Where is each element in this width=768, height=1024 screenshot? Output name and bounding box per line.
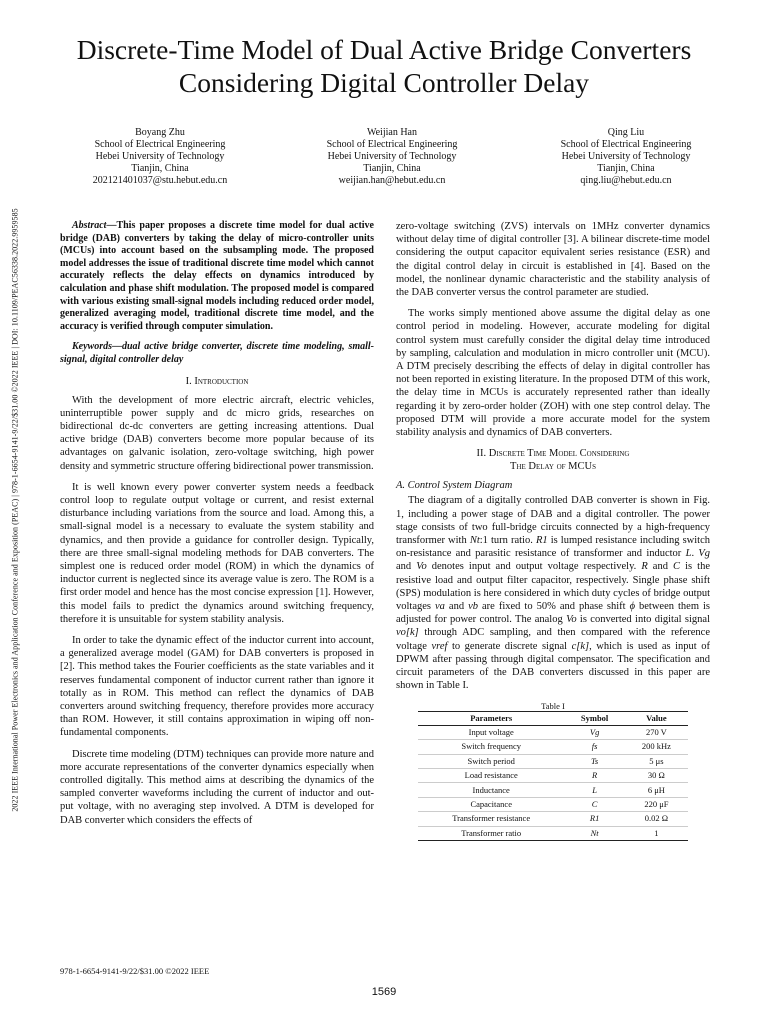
symbol: C <box>673 561 681 573</box>
text-run: are fixed to 50% and phase shift <box>478 601 630 613</box>
table-cell: L <box>592 784 597 795</box>
section-heading-dtm <box>396 447 710 473</box>
text-run: through ADC sampling, and then compared with the reference voltage <box>396 627 710 652</box>
text-run: , which is used as input of DPWM after passing through digital compensator. The specification and circuit parameters of the DAB converters discussed in this paper are shown in Table I. <box>396 640 711 692</box>
author-dept: School of Electrical Engineering <box>326 139 458 150</box>
author-name: Weijian Han <box>366 127 417 138</box>
left-column <box>60 220 374 827</box>
symbol: vref <box>431 640 448 652</box>
author-city: Tianjin, China <box>597 163 655 174</box>
text-run: is lumped resistance including switch on-resistance and parasitic resistance of transformer and inductor <box>396 535 710 560</box>
author-univ: Hebei University of Technology <box>327 151 457 162</box>
symbol: ϕ <box>629 601 636 613</box>
table-cell: 0.02 Ω <box>644 813 669 824</box>
doi-sidebar-text: 2022 IEEE International Power Electronics and Application Conference and Exposition (PEAC) | 978-1-6654-9141-9/22/$31.00 ©2022 IEEE | DOI: 10.1109/PEAC56338.2022.9959585 <box>10 208 20 812</box>
table-cell: Switch period <box>467 755 515 766</box>
parameter-table <box>418 711 688 841</box>
table-title: Table I <box>541 700 565 711</box>
table-cell: Vg <box>589 727 600 738</box>
symbol: Vo <box>566 614 577 626</box>
table-cell: fs <box>591 741 598 752</box>
section-heading-line-2: The Delay of MCUs <box>510 461 596 473</box>
author-2 <box>272 127 512 187</box>
author-1 <box>40 127 280 187</box>
text-run: denotes input and output voltage respectively. <box>426 561 642 573</box>
right-paragraph-1: zero-voltage switching (ZVS) intervals on 1MHz converter dynamics without delay time of digital controller [3]. A bilinear discrete-time model considering the output capacitor equivalent series resistance (ESR) and the digital control delay in circuit is established in [4]. Based on the model, the nonlinear dynamic characteristic and the stability analysis of the DAB converter versus the control parameter are studied. <box>396 221 710 299</box>
table-row <box>418 812 688 826</box>
author-city: Tianjin, China <box>363 163 421 174</box>
table-row <box>418 769 688 783</box>
table-cell: 270 V <box>645 727 667 738</box>
right-paragraph-2: The works simply mentioned above assume the digital delay as one control period in modeling. However, accurate modeling for digital control system must carefully consider the digital delay time introduced by sampling, calculation and modulation in micro controller unit (MCU). A DTM precisely describing the effects of delay in digital controller has not been reported in existing literature. In the proposed DTM of this work, the delay time in MCUs is accurately represented rather than ideally regarding it by zero-order holder (ZOH) with one step control delay. The proposed DTM will provide a more accurate model for the system stability analysis and dynamics of DAB converters. <box>396 308 710 439</box>
symbol: L <box>685 548 692 560</box>
symbol: R1 <box>535 535 548 547</box>
intro-paragraph-3: In order to take the dynamic effect of the inductor current into account, a generalized average model (GAM) for DAB converters is proposed in [2]. This method takes the Fourier coefficients as the state variables and it reserves fundamental component of inductor current rather than ignore it totally as in ROM. This method can reflect the dynamics of DAB converters around switching frequency, therefore provides more accuracy than ROM. However, it still contains approximation in wiping off non-fundamental components. <box>60 634 374 739</box>
table-cell: Input voltage <box>468 727 514 738</box>
section-heading-line-1: II. Discrete Time Model Considering <box>476 448 630 460</box>
table-cell: Nt <box>590 827 599 838</box>
symbol: c[k] <box>571 640 590 652</box>
table-header: Parameters <box>418 711 564 725</box>
table-header-row <box>418 711 688 725</box>
table-cell: C <box>591 798 598 809</box>
intro-paragraph-2: It is well known every power converter system needs a feedback control loop to regulate output voltage or current, and resist external disturbance including variations from the source and load. Among this, a small-signal model is a necessary to evaluate the system stability and dynamics, and then provide a guidance for controller design. Typically, there are three small-signal modeling methods for DAB converters. The simplest one is reduced order model (ROM) in which the dynamics of inductor current is neglected since its average value is zero. The ROM is a first order model and hence has the most concise expression [1]. However, this model fails to predict the dynamics around switching frequency, therefore it is unsuitable for system stability analysis. <box>60 481 374 625</box>
subsection-heading: A. Control System Diagram <box>396 480 513 492</box>
author-name: Qing Liu <box>607 127 645 138</box>
table-row <box>418 740 688 754</box>
text-run: The diagram of a digitally controlled DAB converter is shown in Fig. 1, including a power stage of DAB and a digital controller. The power stage consists of two full-bridge circuits connected by a high-frequency transformer with <box>396 495 710 547</box>
table-cell: 5 μs <box>649 755 664 766</box>
intro-paragraph-4: Discrete time modeling (DTM) techniques can provide more nature and more accurate representations of the converter dynamics especially when controlled digitally. This method aims at describing the dynamics of the sampled converter waveforms including the current of inductor and out-put voltage, with no averaging step involved. A DTM is developed for DAB converter which considers the effects of <box>60 748 374 826</box>
table-row <box>418 797 688 811</box>
author-email: weijian.han@hebut.edu.cn <box>338 175 446 186</box>
keywords: Keywords—dual active bridge converter, discrete time modeling, small-signal, digital controller delay <box>60 341 374 365</box>
table-row <box>418 826 688 840</box>
table-cell: Transformer ratio <box>461 827 522 838</box>
author-name: Boyang Zhu <box>135 127 185 138</box>
text-run: :1 turn ratio. <box>479 535 536 547</box>
copyright-footer: 978-1-6654-9141-9/22/$31.00 ©2022 IEEE <box>60 966 210 976</box>
right-column <box>396 220 710 841</box>
text-run: is converted into digital signal <box>576 614 710 626</box>
right-paragraph-3 <box>396 494 710 692</box>
symbol: R <box>641 561 648 573</box>
table-cell: Switch frequency <box>461 741 522 752</box>
author-email: qing.liu@hebut.edu.cn <box>580 175 672 186</box>
table-header: Value <box>625 711 688 725</box>
text-run: and <box>444 601 469 613</box>
table-cell: 200 kHz <box>641 741 671 752</box>
abstract-label: Abstract <box>72 220 107 231</box>
author-univ: Hebei University of Technology <box>561 151 691 162</box>
table-row <box>418 754 688 768</box>
author-univ: Hebei University of Technology <box>95 151 225 162</box>
symbol: Nt <box>469 535 480 547</box>
table-cell: 220 μF <box>644 798 669 809</box>
abstract: Abstract—This paper proposes a discrete time model for dual active bridge (DAB) converters by taking the delay of micro-controller units (MCUs) into account based on the subsampling mode. The proposed model addresses the issue of traditional discrete time model which cannot accurately reflects the delay effects on dynamics introduced by calculation and phase shift modulation. The proposed model is compared with various existing small-signal models including reduced order model, generalized averaging model, traditional discrete time model, and the accuracy is verified through computer simulation. <box>60 220 374 332</box>
table-row <box>418 725 688 739</box>
symbol: vo[k] <box>396 627 419 639</box>
table-cell: Ts <box>590 755 599 766</box>
text-run: to generate discrete signal <box>447 640 572 652</box>
keywords-label: Keywords <box>72 341 112 353</box>
symbol: va <box>435 601 445 613</box>
table-header: Symbol <box>564 711 624 725</box>
page-number: 1569 <box>371 986 397 998</box>
keywords-text: dual active bridge converter, discrete time modeling, small-signal, digital controller delay <box>60 341 374 365</box>
table-cell: Capacitance <box>470 798 512 809</box>
table-cell: 6 μH <box>647 784 665 795</box>
table-cell: R <box>592 770 598 781</box>
intro-paragraph-1: With the development of more electric aircraft, electric vehicles, uninterruptible power supply and dc micro grids, researches on bidirectional dc-dc converters are getting increasing attentions. Dual active bridge (DAB) converters become more popular because of its advantages on galvanic isolation, zero-voltage switching, high power density and symmetric structure offering bidirectional power transmission. <box>60 394 374 472</box>
table-cell: Transformer resistance <box>452 813 531 824</box>
parameter-table-block <box>396 701 710 841</box>
doi-sidebar <box>8 150 22 870</box>
author-city: Tianjin, China <box>131 163 189 174</box>
author-3 <box>506 127 746 187</box>
symbol: vb <box>468 601 479 613</box>
abstract-text: This paper proposes a discrete time model for dual active bridge (DAB) converters by taking the delay of micro-controller units (MCUs) into account based on the subsampling mode. The proposed model addresses the issue of traditional discrete time model which cannot accurately reflects the delay effects on dynamics introduced by calculation and phase shift modulation. The proposed model is compared with various existing small-signal models including reduced order model, generalized averaging model, traditional discrete time model, and the accuracy is verified through computer simulation. <box>60 220 374 332</box>
paper-title: Discrete-Time Model of Dual Active Bridge Converters Considering Digital Controller Delay <box>76 34 692 98</box>
table-cell: Load resistance <box>464 770 518 781</box>
table-cell: 1 <box>654 827 659 838</box>
table-cell: Inductance <box>472 784 510 795</box>
text-run: . <box>691 548 699 560</box>
author-email: 202121401037@stu.hebut.edu.cn <box>92 175 228 186</box>
section-heading-introduction: I. Introduction <box>185 375 249 387</box>
author-dept: School of Electrical Engineering <box>94 139 226 150</box>
text-run: between them is adjusted for power control. The analog <box>396 601 710 626</box>
text-run: and <box>647 561 674 573</box>
table-cell: 30 Ω <box>647 770 665 781</box>
table-row <box>418 783 688 797</box>
symbol: Vo <box>416 561 427 573</box>
text-run: is the resistive load and output filter capacitor, respectively. Single phase shift (SPS) modulation is here considered in which duty cycles of bridge output voltages <box>396 561 710 613</box>
table-cell: R1 <box>589 813 600 824</box>
symbol: Vg <box>698 548 711 560</box>
author-dept: School of Electrical Engineering <box>560 139 692 150</box>
text-run: and <box>396 561 417 573</box>
